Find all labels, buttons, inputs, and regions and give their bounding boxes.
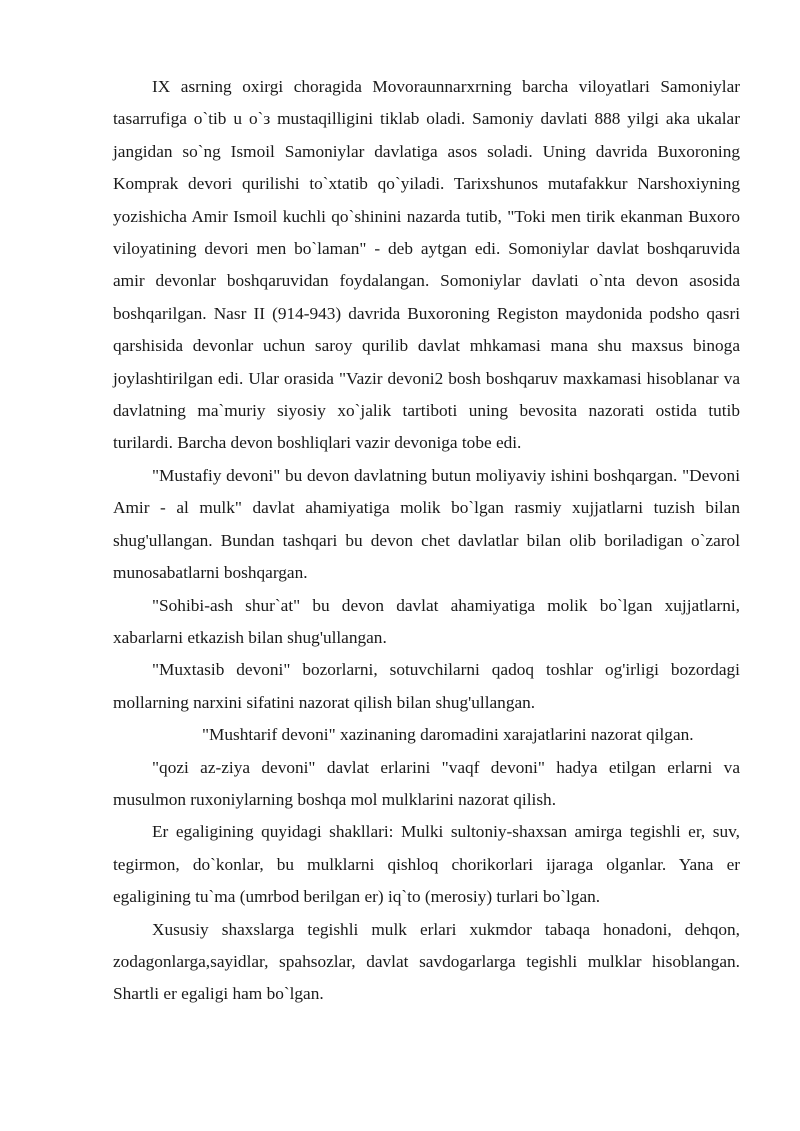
paragraph-mustafiy-devoni: "Mustafiy devoni" bu devon davlatning butun moliyaviy ishini boshqargan. "Devoni Amir - al mulk" davlat ahamiyatiga molik bo`lgan rasmiy xujjatlarni tuzish bilan shug'ullangan. Bundan tashqari bu devon chet davlatlar bilan olib boriladigan o`zarol munosabatlarni boshqargan.: [113, 465, 740, 583]
paragraph-land-ownership: Er egaligining quyidagi shakllari: Mulki sultoniy-shaxsan amirga tegishli er, suv, tegirmon, do`konlar, bu mulklarni qishloq chorikorlari ijaraga olganlar. Yana er egaligining tu`ma (umrbod berilgan er) iq`to (merosiy) turlari bo`lgan.: [113, 822, 740, 907]
paragraph-qozi-devoni: "qozi az-ziya devoni" davlat erlarini "vaqf devoni" hadya etilgan erlarni va musulmon ruxoniylarning boshqa mol mulklarini nazorat qilish.: [113, 757, 740, 809]
document-body: [113, 71, 740, 1011]
paragraph-muxtasib-devoni: "Muxtasib devoni" bozorlarni, sotuvchilarni qadoq toshlar og'irligi bozordagi mollarning narxini sifatini nazorat qilish bilan shug'ullangan.: [113, 660, 740, 712]
paragraph-mushtarif-devoni: "Mushtarif devoni" xazinaning daromadini xarajatlarini nazorat qilgan.: [202, 725, 694, 745]
paragraph-samanid-state: IX asrning oxirgi choragida Movoraunnarxrning barcha viloyatlari Samoniylar tasarrufiga o`tib u o`з mustaqilligini tiklab oladi. Samoniy davlati 888 yilgi aka ukalar jangidan so`ng Ismoil Samoniylar davlatiga asos soladi. Uning davrida Buxoroning Komprak devori qurilishi to`xtatib qo`yiladi. Tarixshunos mutafakkur Narshoxiyning yozishicha Amir Ismoil kuchli qo`shinini nazarda tutib, "Toki men tirik ekanman Buxoro viloyatining devori men bo`laman" - deb aytgan edi. Somoniylar davlat boshqaruvida amir devonlar boshqaruvidan foydalangan. Somoniylar davlati o`nta devon asosida boshqarilgan. Nasr II (914-943) davrida Buxoroning Registon maydonida podsho qasri qarshisida devonlar uchun saroy qurilib davlat mhkamasi mana shu maxsus binoga joylashtirilgan edi. Ular orasida "Vazir devoni2 bosh boshqaruv maxkamasi hisoblanar va davlatning ma`muriy siyosiy xo`jalik tartiboti uning bevosita nazorati ostida tutib turilardi. Barcha devon boshliqlari vazir devoniga tobe edi.: [113, 77, 740, 453]
paragraph-sohibi-ash-shurat: "Sohibi-ash shur`at" bu devon davlat ahamiyatiga molik bo`lgan xujjatlarni, xabarlarni etkazish bilan shug'ullangan.: [113, 595, 740, 647]
paragraph-private-land: Xususiy shaxslarga tegishli mulk erlari xukmdor tabaqa honadoni, dehqon, zodagonlarga,sayidlar, spahsozlar, davlat savdogarlarga tegishli mulklar hisoblangan. Shartli er egaligi ham bo`lgan.: [113, 919, 740, 1004]
